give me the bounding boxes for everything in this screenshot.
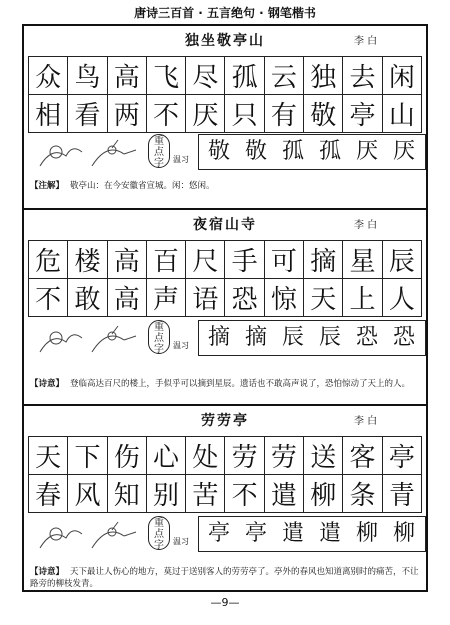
grid-cell: 别: [146, 475, 185, 513]
grid-cell: 众: [29, 57, 68, 95]
grid-cell: 相: [29, 95, 68, 133]
grid-cell: 送: [304, 437, 343, 475]
page-number: —9—: [210, 596, 240, 609]
grid-cell: 风: [68, 475, 107, 513]
grid-cell: 亭: [382, 437, 421, 475]
practice-char: 亭: [207, 521, 230, 546]
grid-cell: 只: [225, 95, 264, 133]
note-text: 敬亭山：在今安徽省宣城。闲：悠闲。: [70, 181, 215, 191]
practice-char: 敬: [207, 139, 230, 164]
character-grid: [28, 436, 422, 513]
grid-cell: 百: [146, 241, 185, 279]
practice-char: 遣: [281, 521, 304, 546]
character-grid: [28, 56, 422, 133]
grid-cell: 惊: [264, 279, 303, 317]
grid-cell: 山: [382, 95, 421, 133]
grid-cell: 敢: [68, 279, 107, 317]
grid-row-1: [29, 57, 422, 95]
grid-cell: 人: [382, 279, 421, 317]
grid-cell: 敬: [304, 95, 343, 133]
badge-char: 字: [154, 344, 164, 355]
grid-cell: 厌: [186, 95, 225, 133]
practice-char: 孤: [281, 139, 304, 164]
poem-author: 李 白: [354, 416, 378, 427]
grid-cell: 尽: [186, 57, 225, 95]
practice-char: 孤: [318, 139, 341, 164]
grid-cell: 不: [29, 279, 68, 317]
poem-title: 夜宿山寺: [193, 217, 257, 233]
badge-char: 点: [154, 147, 164, 158]
poem-title-bar: [24, 214, 426, 234]
badge-char: 字: [154, 540, 164, 551]
grid-cell: 闲: [382, 57, 421, 95]
grid-cell: 云: [264, 57, 303, 95]
practice-char: 辰: [318, 325, 341, 350]
badge-char: 字: [154, 158, 164, 169]
grid-cell: 高: [107, 279, 146, 317]
practice-char: 亭: [244, 521, 267, 546]
grid-cell: 春: [29, 475, 68, 513]
practice-char: 遣: [318, 521, 341, 546]
grid-cell: 手: [225, 241, 264, 279]
grid-cell: 有: [264, 95, 303, 133]
grid-row-2: [29, 279, 422, 317]
key-character-badge: [148, 516, 170, 550]
poet-illustration-icon: [32, 518, 142, 554]
grid-cell: 鸟: [68, 57, 107, 95]
grid-cell: 高: [107, 57, 146, 95]
practice-char: 辰: [281, 325, 304, 350]
grid-cell: 恐: [225, 279, 264, 317]
practice-row: [28, 516, 422, 556]
grid-cell: 上: [343, 279, 382, 317]
practice-box: [198, 320, 426, 356]
grid-cell: 危: [29, 241, 68, 279]
practice-label: 温习: [173, 155, 189, 164]
poem-title: 独坐敬亭山: [185, 33, 265, 49]
note-text: 天下最让人伤心的地方，莫过于送别客人的劳劳亭了。亭外的春风也知道离别时的痛苦，不让路旁的柳枝发青。: [30, 567, 419, 589]
practice-char: 摘: [207, 325, 230, 350]
grid-cell: 星: [343, 241, 382, 279]
practice-char: 恐: [392, 325, 415, 350]
grid-cell: 两: [107, 95, 146, 133]
badge-char: 点: [154, 529, 164, 540]
grid-cell: 客: [343, 437, 382, 475]
practice-char: 恐: [355, 325, 378, 350]
poem-note: [30, 180, 422, 192]
grid-cell: 去: [343, 57, 382, 95]
poem-author: 李 白: [354, 36, 378, 47]
practice-label: 温习: [173, 537, 189, 546]
grid-row-2: [29, 95, 422, 133]
key-character-badge: [148, 320, 170, 354]
grid-cell: 劳: [225, 437, 264, 475]
note-text: 登临高达百尺的楼上，手似乎可以摘到星辰。遗话也不敢高声说了，恐怕惊动了天上的人。: [70, 379, 411, 389]
grid-cell: 高: [107, 241, 146, 279]
grid-cell: 劳: [264, 437, 303, 475]
character-grid: [28, 240, 422, 317]
badge-char: 重: [154, 322, 164, 333]
grid-cell: 孤: [225, 57, 264, 95]
grid-cell: 处: [186, 437, 225, 475]
grid-cell: 条: [343, 475, 382, 513]
grid-row-2: [29, 475, 422, 513]
section-divider: [22, 208, 428, 210]
page-header: 唐诗三百首 · 五言绝句 · 钢笔楷书: [134, 6, 316, 20]
poem-title: 劳劳亭: [201, 413, 249, 429]
poem-title-bar: [24, 410, 426, 430]
poem-note: [30, 566, 422, 590]
grid-cell: 天: [29, 437, 68, 475]
grid-cell: 不: [225, 475, 264, 513]
grid-cell: 遣: [264, 475, 303, 513]
note-label: 【诗意】: [30, 567, 65, 577]
poem-author: 李 白: [354, 220, 378, 231]
poet-illustration-icon: [32, 322, 142, 358]
practice-char: 摘: [244, 325, 267, 350]
grid-cell: 语: [186, 279, 225, 317]
poet-illustration-icon: [32, 136, 142, 172]
grid-row-1: [29, 437, 422, 475]
grid-cell: 楼: [68, 241, 107, 279]
badge-char: 重: [154, 136, 164, 147]
grid-cell: 不: [146, 95, 185, 133]
grid-cell: 声: [146, 279, 185, 317]
grid-cell: 亭: [343, 95, 382, 133]
practice-char: 柳: [355, 521, 378, 546]
practice-char: 厌: [355, 139, 378, 164]
note-label: 【诗意】: [30, 379, 65, 389]
poem-title-bar: [24, 30, 426, 50]
key-character-badge: [148, 134, 170, 168]
practice-char: 厌: [392, 139, 415, 164]
practice-box: [198, 516, 426, 552]
grid-row-1: [29, 241, 422, 279]
grid-cell: 飞: [146, 57, 185, 95]
practice-label: 温习: [173, 341, 189, 350]
grid-cell: 柳: [304, 475, 343, 513]
grid-cell: 辰: [382, 241, 421, 279]
grid-cell: 青: [382, 475, 421, 513]
grid-cell: 下: [68, 437, 107, 475]
section-divider: [22, 404, 428, 406]
grid-cell: 伤: [107, 437, 146, 475]
badge-char: 点: [154, 333, 164, 344]
practice-char: 敬: [244, 139, 267, 164]
note-label: 【注解】: [30, 181, 65, 191]
grid-cell: 独: [304, 57, 343, 95]
practice-char: 柳: [392, 521, 415, 546]
badge-char: 重: [154, 518, 164, 529]
grid-cell: 心: [146, 437, 185, 475]
practice-row: [28, 134, 422, 174]
grid-cell: 天: [304, 279, 343, 317]
practice-row: [28, 320, 422, 360]
poem-note: [30, 378, 422, 390]
grid-cell: 尺: [186, 241, 225, 279]
grid-cell: 摘: [304, 241, 343, 279]
grid-cell: 苦: [186, 475, 225, 513]
grid-cell: 知: [107, 475, 146, 513]
practice-box: [198, 134, 426, 170]
grid-cell: 可: [264, 241, 303, 279]
grid-cell: 看: [68, 95, 107, 133]
